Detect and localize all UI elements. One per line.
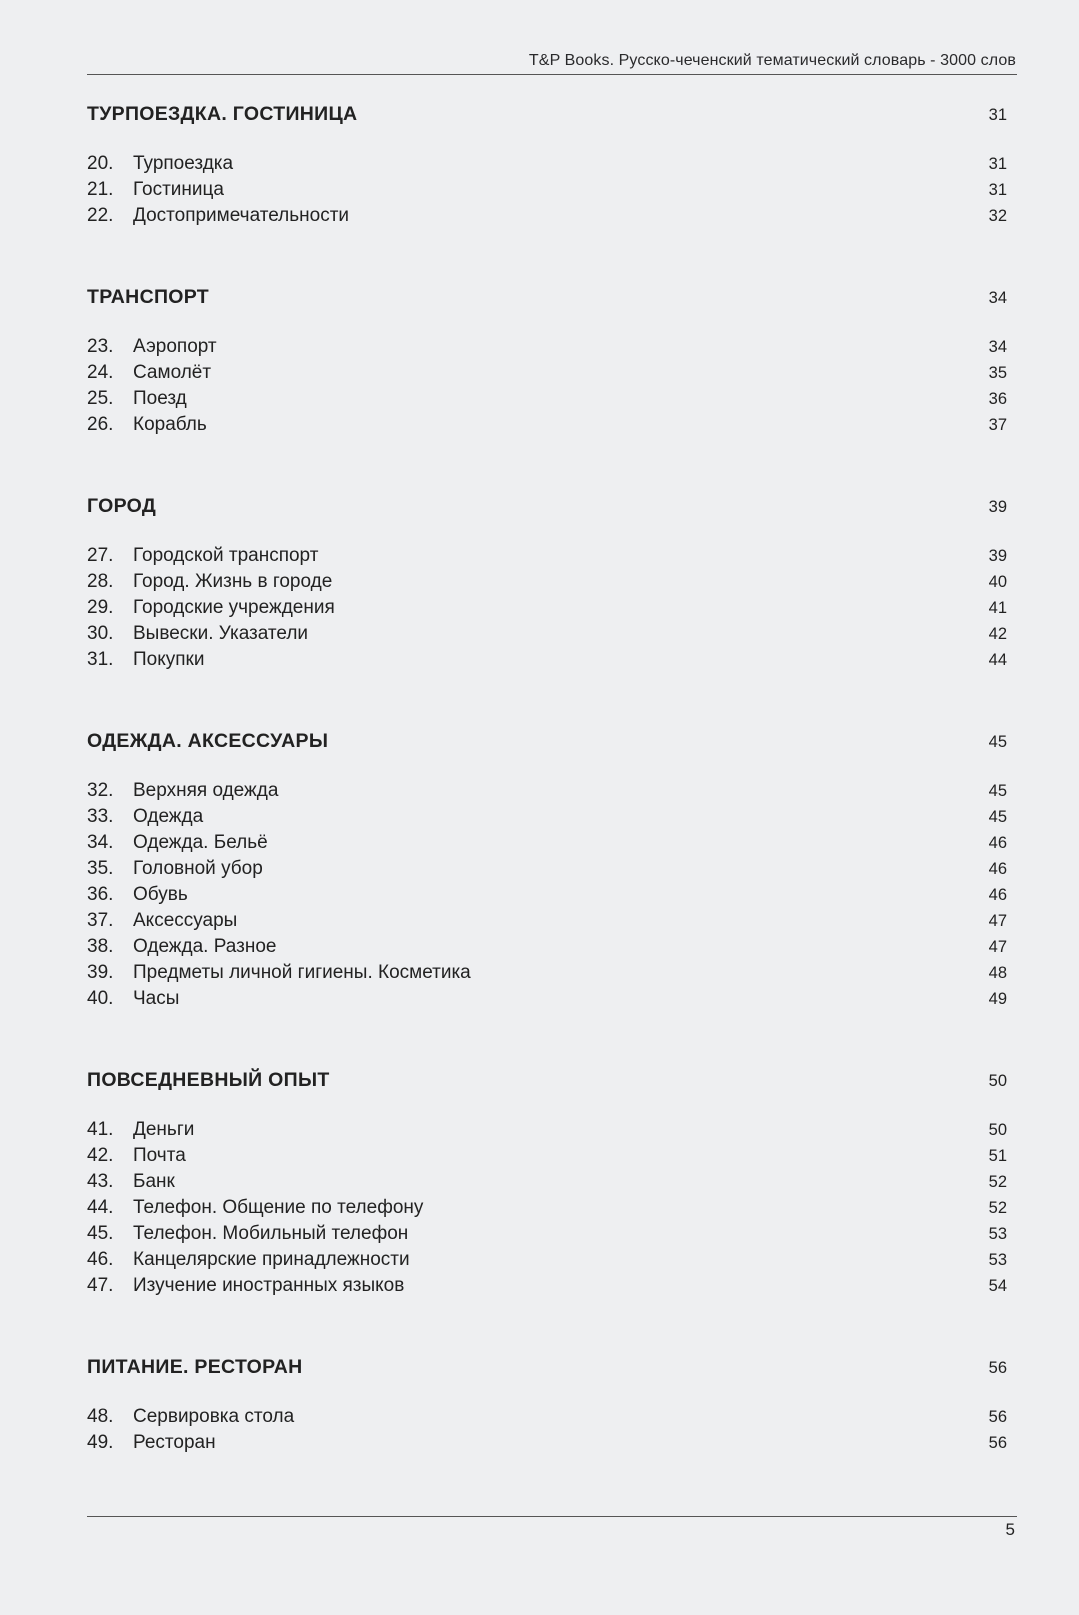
toc-entry: [87, 1197, 1007, 1223]
entry-number: 21.: [87, 179, 114, 200]
entry-number: 29.: [87, 597, 114, 618]
entry-page-number: 35: [988, 364, 1007, 382]
entry-page-number: 37: [988, 416, 1007, 434]
entry-label: [87, 1145, 186, 1167]
entry-page-number: 32: [988, 207, 1007, 225]
entry-title: Турпоездка: [133, 153, 234, 174]
section-entries: [87, 545, 1007, 675]
entry-title: Телефон. Общение по телефону: [133, 1197, 424, 1218]
entry-page-number: 53: [988, 1251, 1007, 1269]
toc-entry: [87, 988, 1007, 1014]
toc-entry: [87, 414, 1007, 440]
entry-page-number: 47: [988, 938, 1007, 956]
toc-entry: [87, 910, 1007, 936]
entry-label: [87, 179, 224, 201]
toc-entry: [87, 545, 1007, 571]
entry-page-number: 47: [988, 912, 1007, 930]
toc-entry: [87, 1432, 1007, 1458]
section-page-number: 31: [988, 106, 1007, 124]
toc-entry: [87, 623, 1007, 649]
entry-page-number: 44: [988, 651, 1007, 669]
section-title: ПИТАНИЕ. РЕСТОРАН: [87, 1356, 303, 1378]
entry-title: Верхняя одежда: [133, 780, 279, 801]
entry-number: 31.: [87, 649, 114, 670]
section-page-number: 34: [988, 289, 1007, 307]
entry-number: 35.: [87, 858, 114, 879]
entry-number: 46.: [87, 1249, 114, 1270]
section-entries: [87, 153, 1007, 231]
toc-entry: [87, 1275, 1007, 1301]
toc-entry: [87, 806, 1007, 832]
toc-entry: [87, 571, 1007, 597]
toc-entry: [87, 1171, 1007, 1197]
entry-page-number: 41: [988, 599, 1007, 617]
entry-label: [87, 858, 263, 880]
entry-number: 22.: [87, 205, 114, 226]
section-heading: [87, 495, 1007, 525]
entry-title: Город. Жизнь в городе: [133, 571, 333, 592]
entry-page-number: 46: [988, 886, 1007, 904]
section-title: ГОРОД: [87, 495, 157, 517]
toc-section: [87, 1356, 1007, 1458]
entry-page-number: 50: [988, 1121, 1007, 1139]
section-title: ТУРПОЕЗДКА. ГОСТИНИЦА: [87, 103, 358, 125]
table-of-contents: [87, 103, 1007, 1458]
entry-title: Поезд: [133, 388, 187, 409]
entry-label: [87, 780, 278, 802]
section-heading: [87, 1356, 1007, 1386]
toc-entry: [87, 179, 1007, 205]
entry-title: Аэропорт: [133, 336, 217, 357]
entry-label: [87, 1406, 294, 1428]
entry-page-number: 31: [988, 181, 1007, 199]
section-page-number: 50: [988, 1072, 1007, 1090]
entry-number: 41.: [87, 1119, 114, 1140]
entry-page-number: 53: [988, 1225, 1007, 1243]
entry-number: 24.: [87, 362, 114, 383]
toc-entry: [87, 597, 1007, 623]
entry-label: [87, 649, 204, 671]
toc-entry: [87, 884, 1007, 910]
toc-entry: [87, 205, 1007, 231]
section-heading: [87, 730, 1007, 760]
entry-page-number: 31: [988, 155, 1007, 173]
entry-title: Городские учреждения: [133, 597, 335, 618]
entry-page-number: 39: [988, 547, 1007, 565]
toc-entry: [87, 1145, 1007, 1171]
section-page-number: 45: [988, 733, 1007, 751]
entry-title: Часы: [133, 988, 180, 1009]
toc-section: [87, 286, 1007, 440]
entry-title: Банк: [133, 1171, 175, 1192]
entry-number: 44.: [87, 1197, 114, 1218]
entry-label: [87, 988, 179, 1010]
entry-page-number: 45: [988, 808, 1007, 826]
entry-title: Почта: [133, 1145, 186, 1166]
toc-entry: [87, 362, 1007, 388]
entry-label: [87, 597, 335, 619]
section-title: ОДЕЖДА. АКСЕССУАРЫ: [87, 730, 329, 752]
entry-label: [87, 153, 233, 175]
toc-entry: [87, 1249, 1007, 1275]
entry-title: Корабль: [133, 414, 207, 435]
entry-page-number: 54: [988, 1277, 1007, 1295]
toc-entry: [87, 832, 1007, 858]
toc-entry: [87, 1406, 1007, 1432]
entry-number: 20.: [87, 153, 114, 174]
page-number: 5: [1005, 1520, 1015, 1539]
entry-title: Городской транспорт: [133, 545, 319, 566]
entry-number: 26.: [87, 414, 114, 435]
entry-number: 40.: [87, 988, 114, 1009]
entry-label: [87, 336, 217, 358]
entry-title: Обувь: [133, 884, 188, 905]
entry-label: [87, 806, 203, 828]
section-entries: [87, 336, 1007, 440]
entry-label: [87, 962, 471, 984]
entry-page-number: 52: [988, 1173, 1007, 1191]
entry-label: [87, 205, 349, 227]
entry-title: Предметы личной гигиены. Косметика: [133, 962, 471, 983]
entry-label: [87, 1171, 175, 1193]
entry-label: [87, 388, 187, 410]
running-header: T&P Books. Русско-чеченский тематический словарь - 3000 слов: [528, 52, 1016, 69]
entry-number: 47.: [87, 1275, 114, 1296]
entry-label: [87, 623, 308, 645]
entry-number: 43.: [87, 1171, 114, 1192]
entry-page-number: 42: [988, 625, 1007, 643]
toc-entry: [87, 388, 1007, 414]
toc-section: [87, 103, 1007, 231]
entry-title: Изучение иностранных языков: [133, 1275, 405, 1296]
toc-section: [87, 730, 1007, 1014]
entry-number: 45.: [87, 1223, 114, 1244]
entry-title: Канцелярские принадлежности: [133, 1249, 410, 1270]
toc-entry: [87, 649, 1007, 675]
entry-label: [87, 832, 268, 854]
toc-section: [87, 1069, 1007, 1301]
section-entries: [87, 1406, 1007, 1458]
entry-number: 38.: [87, 936, 114, 957]
section-title: ПОВСЕДНЕВНЫЙ ОПЫТ: [87, 1069, 330, 1091]
entry-label: [87, 362, 211, 384]
entry-title: Аксессуары: [133, 910, 238, 931]
entry-number: 23.: [87, 336, 114, 357]
entry-label: [87, 1223, 408, 1245]
entry-label: [87, 1249, 410, 1271]
entry-title: Самолёт: [133, 362, 212, 383]
entry-title: Головной убор: [133, 858, 263, 879]
entry-title: Сервировка стола: [133, 1406, 295, 1427]
entry-number: 27.: [87, 545, 114, 566]
entry-label: [87, 936, 276, 958]
section-heading: [87, 1069, 1007, 1099]
entry-title: Одежда. Разное: [133, 936, 277, 957]
entry-title: Одежда: [133, 806, 204, 827]
entry-page-number: 36: [988, 390, 1007, 408]
entry-page-number: 56: [988, 1408, 1007, 1426]
entry-label: [87, 414, 207, 436]
toc-entry: [87, 936, 1007, 962]
entry-page-number: 46: [988, 860, 1007, 878]
toc-entry: [87, 780, 1007, 806]
entry-title: Одежда. Бельё: [133, 832, 268, 853]
entry-number: 33.: [87, 806, 114, 827]
toc-entry: [87, 858, 1007, 884]
entry-title: Достопримечательности: [133, 205, 350, 226]
entry-number: 25.: [87, 388, 114, 409]
toc-entry: [87, 1223, 1007, 1249]
entry-number: 30.: [87, 623, 114, 644]
entry-number: 42.: [87, 1145, 114, 1166]
entry-label: [87, 571, 332, 593]
toc-entry: [87, 336, 1007, 362]
entry-label: [87, 1197, 423, 1219]
entry-number: 32.: [87, 780, 114, 801]
entry-number: 39.: [87, 962, 114, 983]
entry-title: Телефон. Мобильный телефон: [133, 1223, 409, 1244]
entry-page-number: 49: [988, 990, 1007, 1008]
footer-rule: [87, 1516, 1017, 1517]
section-title: ТРАНСПОРТ: [87, 286, 209, 308]
entry-title: Деньги: [133, 1119, 195, 1140]
entry-title: Вывески. Указатели: [133, 623, 309, 644]
entry-label: [87, 1432, 216, 1454]
entry-number: 34.: [87, 832, 114, 853]
entry-number: 49.: [87, 1432, 114, 1453]
entry-title: Покупки: [133, 649, 205, 670]
section-page-number: 39: [988, 498, 1007, 516]
section-entries: [87, 780, 1007, 1014]
entry-label: [87, 910, 237, 932]
entry-label: [87, 884, 188, 906]
entry-label: [87, 1275, 404, 1297]
entry-page-number: 48: [988, 964, 1007, 982]
entry-number: 28.: [87, 571, 114, 592]
toc-entry: [87, 1119, 1007, 1145]
entry-title: Гостиница: [133, 179, 224, 200]
entry-page-number: 46: [988, 834, 1007, 852]
entry-number: 37.: [87, 910, 114, 931]
toc-section: [87, 495, 1007, 675]
entry-page-number: 52: [988, 1199, 1007, 1217]
entry-label: [87, 1119, 194, 1141]
entry-page-number: 45: [988, 782, 1007, 800]
section-heading: [87, 286, 1007, 316]
header-rule: [87, 74, 1017, 75]
section-heading: [87, 103, 1007, 133]
entry-page-number: 56: [988, 1434, 1007, 1452]
entry-page-number: 51: [988, 1147, 1007, 1165]
section-page-number: 56: [988, 1359, 1007, 1377]
entry-number: 48.: [87, 1406, 114, 1427]
toc-entry: [87, 962, 1007, 988]
entry-number: 36.: [87, 884, 114, 905]
entry-page-number: 34: [988, 338, 1007, 356]
entry-label: [87, 545, 318, 567]
entry-page-number: 40: [988, 573, 1007, 591]
section-entries: [87, 1119, 1007, 1301]
entry-title: Ресторан: [133, 1432, 216, 1453]
toc-entry: [87, 153, 1007, 179]
